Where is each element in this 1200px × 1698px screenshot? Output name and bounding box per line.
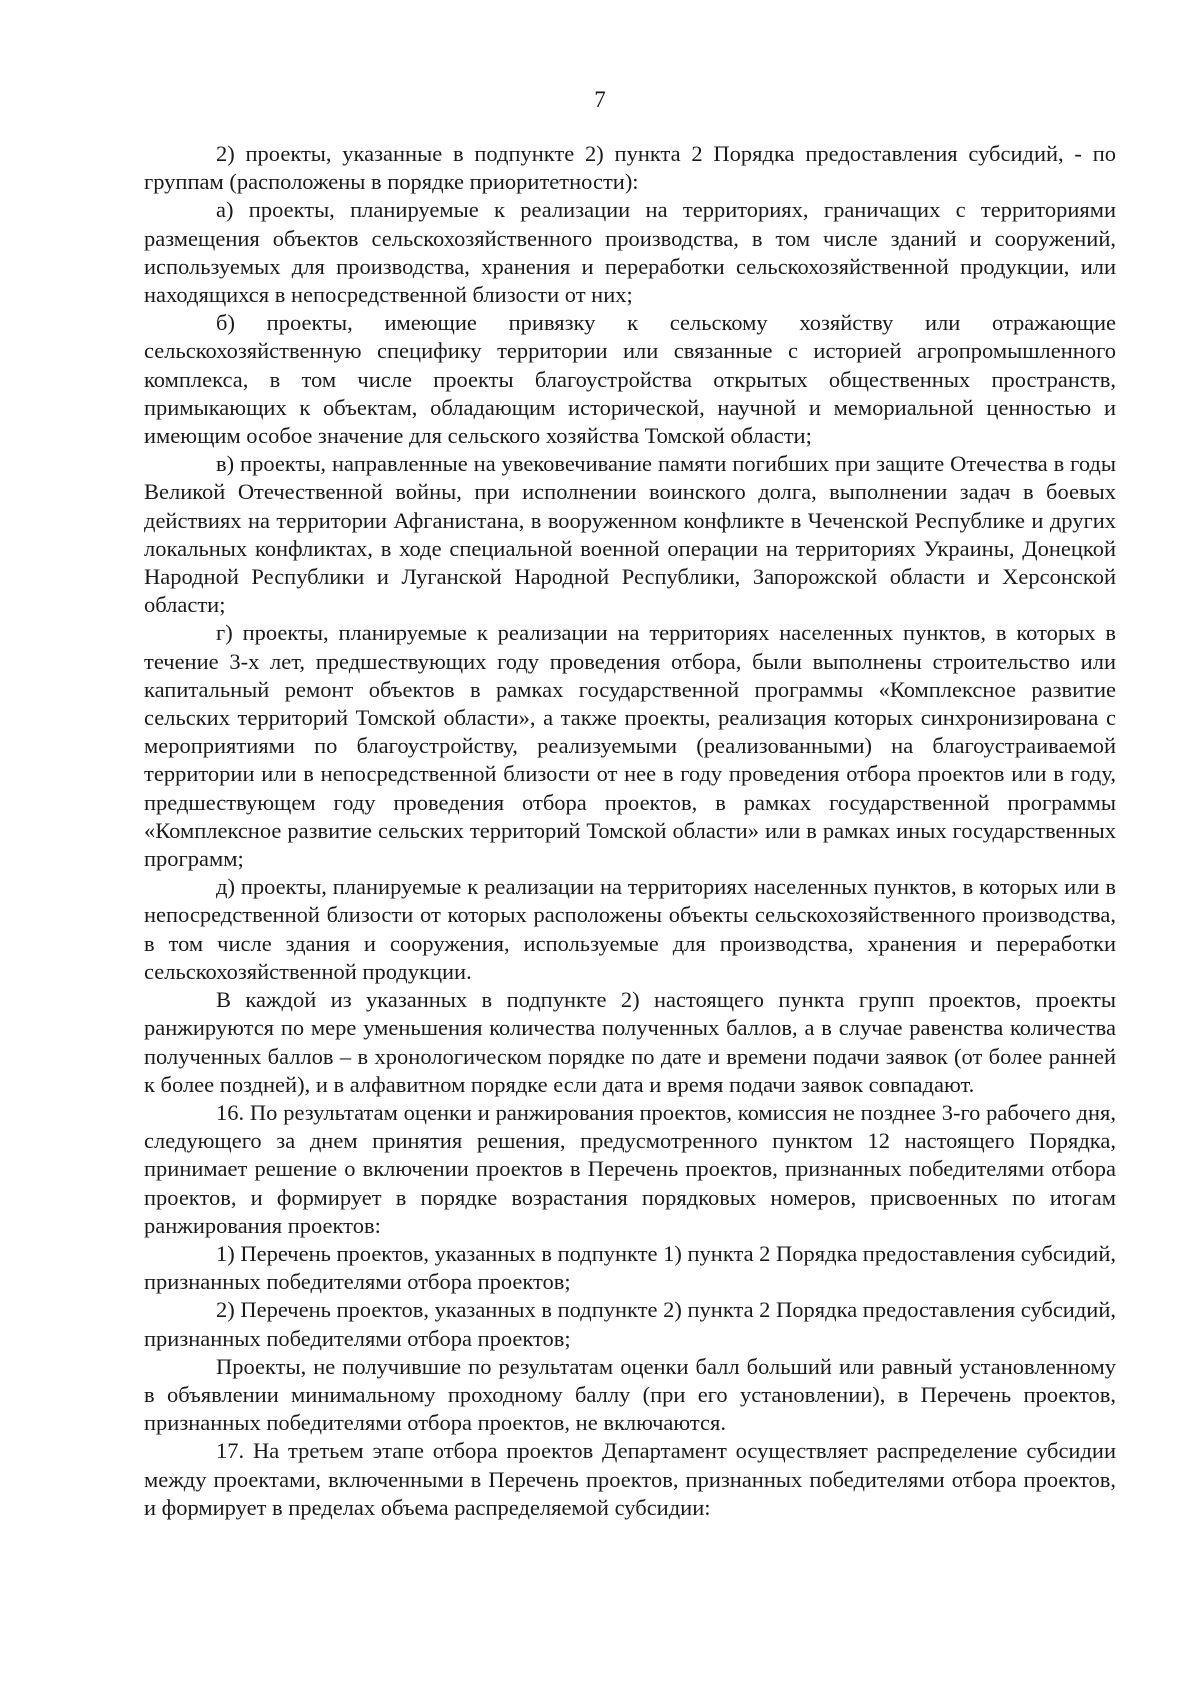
paragraph-list-1: 1) Перечень проектов, указанных в подпункте 1) пункта 2 Порядка предоставления субсидий, признанных победителями отбора проектов; — [144, 1240, 1116, 1295]
paragraph-list-2: 2) Перечень проектов, указанных в подпункте 2) пункта 2 Порядка предоставления субсидий, признанных победителями отбора проектов; — [144, 1297, 1116, 1351]
paragraph-clause-17: 17. На третьем этапе отбора проектов Департамент осуществляет распределение субсидии между проектами, включенными в Перечень проектов, признанных победителями отбора проектов, и формирует в пределах объема распределяемой субсидии: — [144, 1438, 1116, 1520]
paragraph-exclusion-rule: Проекты, не получившие по результатам оценки балл больший или равный установленному в объявлении минимальному проходному баллу (при его установлении), в Перечень проектов, признанных победителями отбора проектов, не включаются. — [144, 1353, 1116, 1436]
paragraph-ranking-rule: В каждой из указанных в подпункте 2) настоящего пункта групп проектов, проекты ранжируются по мере уменьшения количества полученных баллов, а в случае равенства количества полученных баллов – в хронологическом порядке по дате и времени подачи заявок (от более ранней к более поздней), и в алфавитном порядке если дата и время подачи заявок совпадают. — [144, 987, 1116, 1097]
paragraph-item-a: а) проекты, планируемые к реализации на территориях, граничащих с территориями размещения объектов сельскохозяйственного производства, в том числе зданий и сооружений, используемых для производства, хранения и переработки сельскохозяйственной продукции, или находящихся в непосредственной близости от них; — [144, 197, 1116, 308]
paragraph-item-g: г) проекты, планируемые к реализации на территориях населенных пунктов, в которых в течение 3-х лет, предшествующих году проведения отбора, были выполнены строительство или капитальный ремонт объектов в рамках государственной программы «Комплексное развитие сельских территорий Томской области», а также проекты, реализация которых синхронизирована с мероприятиями по благоустройству, реализуемыми (реализованными) на благоустраиваемой территории или в непосредственной близости от нее в году проведения отбора проектов или в году, предшествующем году проведения отбора проектов, в рамках государственной программы «Комплексное развитие сельских территорий Томской области» или в рамках иных государственных программ; — [144, 620, 1116, 872]
paragraph-clause-16: 16. По результатам оценки и ранжирования проектов, комиссия не позднее 3-го рабочего дня, следующего за днем принятия решения, предусмотренного пунктом 12 настоящего Порядка, принимает решение о включении проектов в Перечень проектов, признанных победителями отбора проектов, и формирует в порядке возрастания порядковых номеров, присвоенных по итогам ранжирования проектов: — [144, 1099, 1116, 1238]
paragraph-item-d: д) проекты, планируемые к реализации на территориях населенных пунктов, в которых или в непосредственной близости от которых расположены объекты сельскохозяйственного производства, в том числе здания и сооружения, используемые для производства, хранения и переработки сельскохозяйственной продукции. — [144, 874, 1116, 984]
page-number: 7 — [594, 87, 606, 112]
paragraph-group-list-intro: 2) проекты, указанные в подпункте 2) пункта 2 Порядка предоставления субсидий, - по группам (расположены в порядке приоритетности): — [144, 141, 1116, 195]
paragraph-item-b: б) проекты, имеющие привязку к сельскому хозяйству или отражающие сельскохозяйственную специфику территории или связанные с историей агропромышленного комплекса, в том числе проекты благоустройства открытых общественных пространств, примыкающих к объектам, обладающим исторической, научной и мемориальной ценностью и имеющим особое значение для сельского хозяйства Томской области; — [144, 310, 1116, 449]
paragraph-item-v: в) проекты, направленные на увековечивание памяти погибших при защите Отечества в годы Великой Отечественной войны, при исполнении воинского долга, выполнении задач в боевых действиях на территории Афганистана, в вооруженном конфликте в Чеченской Республике и других локальных конфликтах, в ходе специальной военной операции на территориях Украины, Донецкой Народной Республики и Луганской Народной Республики, Запорожской области и Херсонской области; — [144, 451, 1116, 618]
document-body — [144, 140, 1116, 1522]
